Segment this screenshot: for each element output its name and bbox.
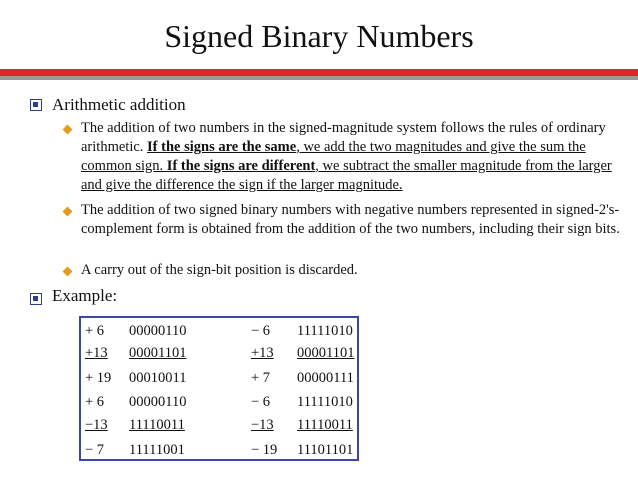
example-left-decimal: + 6 (85, 394, 105, 410)
slide-title: Signed Binary Numbers (164, 18, 474, 54)
example-right-binary: 11101101 (297, 442, 354, 458)
example-left-decimal: −13 (85, 417, 108, 433)
example-left-binary: 00000110 (129, 323, 187, 339)
example-right-binary: 11111010 (297, 394, 353, 410)
bullet-example: Example: (52, 286, 118, 305)
example-left-binary: 00010011 (129, 370, 187, 386)
diamond-bullet-icon (63, 267, 73, 277)
sub1-bold-same-signs: If the signs are the same (147, 139, 297, 155)
title-rule-red (0, 69, 638, 76)
example-right-decimal: − 6 (251, 323, 271, 339)
example-right-decimal: − 19 (251, 442, 278, 458)
sub-bullet-carry-discarded: A carry out of the sign-bit position is discarded. (81, 262, 358, 278)
example-left-decimal: + 19 (85, 370, 112, 386)
square-bullet-icon (30, 99, 42, 111)
sub-bullet-twos-complement: The addition of two signed binary numbers with negative numbers represented in signed-2's-complement form is obtained from the addition of the two numbers, including their sign bits. (81, 202, 620, 237)
square-bullet-icon (30, 293, 42, 305)
example-right-decimal: + 7 (251, 370, 271, 386)
example-right-binary: 11110011 (297, 417, 353, 433)
sub1-text-part1: The addition of two numbers in the signed-magnitude system follows the rules of ordinary arithmetic. (81, 120, 606, 155)
sub1-text-part3: , we subtract the smaller magnitude from the larger and give the difference the sign if the larger magnitude. (81, 158, 612, 193)
example-right-binary: 00000111 (297, 370, 354, 386)
example-right-decimal: +13 (251, 345, 274, 361)
sub1-bold-different-signs: If the signs are different (166, 158, 316, 174)
example-left-decimal: + 6 (85, 323, 105, 339)
diamond-bullet-icon (63, 207, 73, 217)
example-left-decimal: +13 (85, 345, 108, 361)
example-left-binary: 00001101 (129, 345, 187, 361)
example-right-decimal: −13 (251, 417, 274, 433)
sub-bullet-signed-magnitude (81, 119, 621, 195)
example-left-binary: 00000110 (129, 394, 187, 410)
title-rule-gray (0, 76, 638, 80)
example-right-binary: 00001101 (297, 345, 355, 361)
example-right-binary: 11111010 (297, 323, 353, 339)
diamond-bullet-icon (63, 125, 73, 135)
bullet-arithmetic-addition: Arithmetic addition (52, 95, 186, 114)
sub1-text-part2: , we add the two magnitudes and give the sum the common sign. (81, 139, 586, 174)
example-left-decimal: − 7 (85, 442, 105, 458)
example-right-decimal: − 6 (251, 394, 271, 410)
example-left-binary: 11111001 (129, 442, 185, 458)
example-left-binary: 11110011 (129, 417, 185, 433)
example-table (79, 316, 359, 461)
